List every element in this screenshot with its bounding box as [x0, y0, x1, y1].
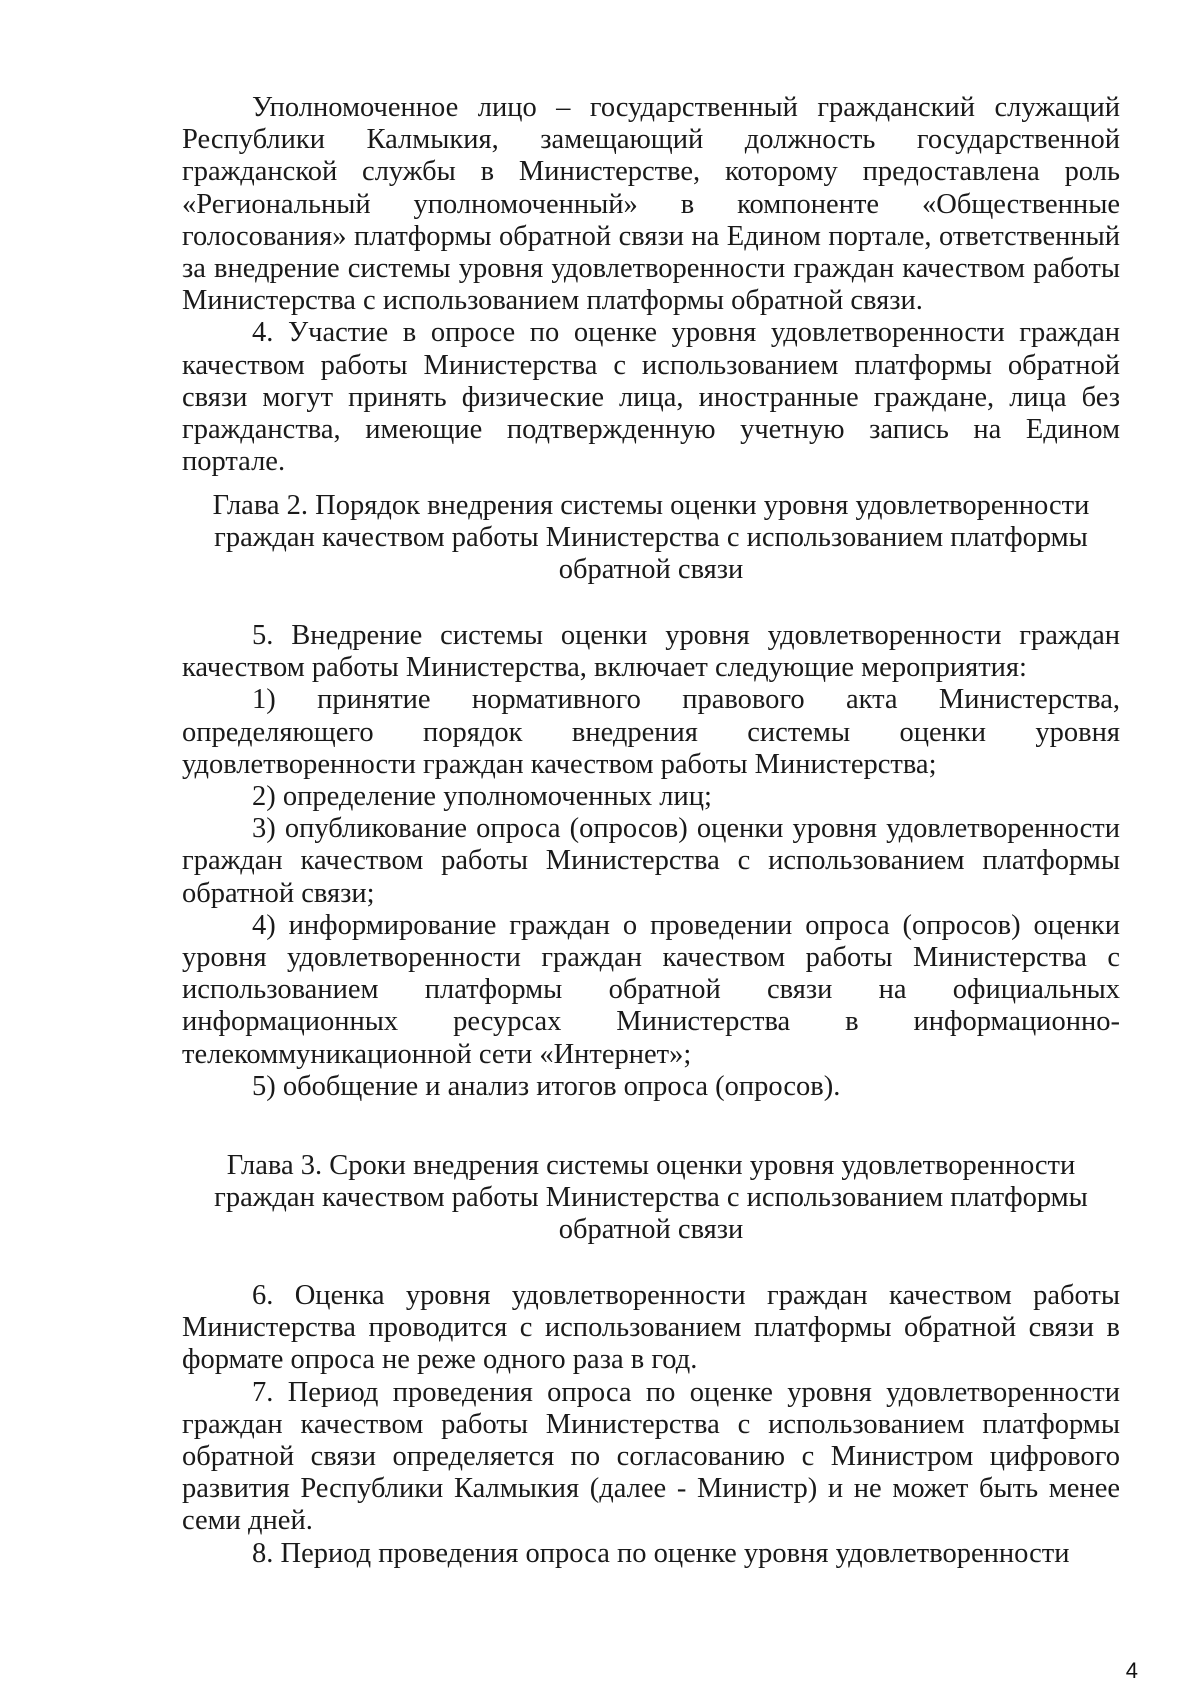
chapter-2-heading-line-1: Глава 2. Порядок внедрения системы оценки уровня удовлетворенности — [212, 490, 1090, 521]
paragraph-authorized-person: Уполномоченное лицо – государственный гражданский служащий Республики Калмыкия, замещающий должность государственной гражданской службы в Министерстве, которому предоставлена роль «Региональный уполномоченный» в компоненте «Общественные голосования» платформы обратной связи на Едином портале, ответственный за внедрение системы уровня удовлетворенности граждан качеством работы Министерства с использованием платформы обратной связи. — [182, 92, 1120, 317]
chapter-2-heading-line-2: граждан качеством работы Министерства с использованием платформы — [214, 522, 1088, 554]
section-chapter-2 — [182, 620, 1120, 1103]
chapter-3-heading-line-3: обратной связи — [558, 1214, 744, 1246]
chapter-3-heading-line-1: Глава 3. Сроки внедрения системы оценки уровня удовлетворенности — [226, 1150, 1076, 1181]
paragraph-7: 7. Период проведения опроса по оценке уровня удовлетворенности граждан качеством работы Министерства с использованием платформы обратной связи определяется по согласованию с Министром цифрового развития Республики Калмыкия (далее - Министр) и не может быть менее семи дней. — [182, 1376, 1120, 1537]
chapter-2-heading-line-3: обратной связи — [558, 554, 744, 586]
page-number: 4 — [1125, 1658, 1138, 1683]
paragraph-8: 8. Период проведения опроса по оценке уровня удовлетворенности — [252, 1537, 1070, 1569]
list-item-5: 5) обобщение и анализ итогов опроса (опросов). — [252, 1070, 841, 1102]
list-item-1: 1) принятие нормативного правового акта Министерства, определяющего порядок внедрения системы оценки уровня удовлетворенности граждан качеством работы Министерства; — [182, 684, 1120, 780]
chapter-3-heading — [182, 1150, 1120, 1247]
chapter-3-heading-line-2: граждан качеством работы Министерства с использованием платформы — [214, 1182, 1088, 1214]
paragraph-5: 5. Внедрение системы оценки уровня удовлетворенности граждан качеством работы Министерства, включает следующие мероприятия: — [182, 620, 1120, 684]
chapter-2-heading — [182, 490, 1120, 587]
list-item-2: 2) определение уполномоченных лиц; — [252, 781, 712, 813]
list-item-4: 4) информирование граждан о проведении опроса (опросов) оценки уровня удовлетворенности граждан качеством работы Министерства с использованием платформы обратной связи на официальных информационных ресурсах Министерства в информационно-телекоммуникационной сети «Интернет»; — [182, 909, 1120, 1070]
section-intro — [182, 92, 1120, 478]
list-item-3: 3) опубликование опроса (опросов) оценки уровня удовлетворенности граждан качеством работы Министерства с использованием платформы обратной связи; — [182, 813, 1120, 909]
paragraph-6: 6. Оценка уровня удовлетворенности граждан качеством работы Министерства проводится с использованием платформы обратной связи в формате опроса не реже одного раза в год. — [182, 1280, 1120, 1376]
paragraph-4: 4. Участие в опросе по оценке уровня удовлетворенности граждан качеством работы Министерства с использованием платформы обратной связи могут принять физические лица, иностранные граждане, лица без гражданства, имеющие подтвержденную учетную запись на Едином портале. — [182, 317, 1120, 478]
section-chapter-3 — [182, 1280, 1120, 1570]
